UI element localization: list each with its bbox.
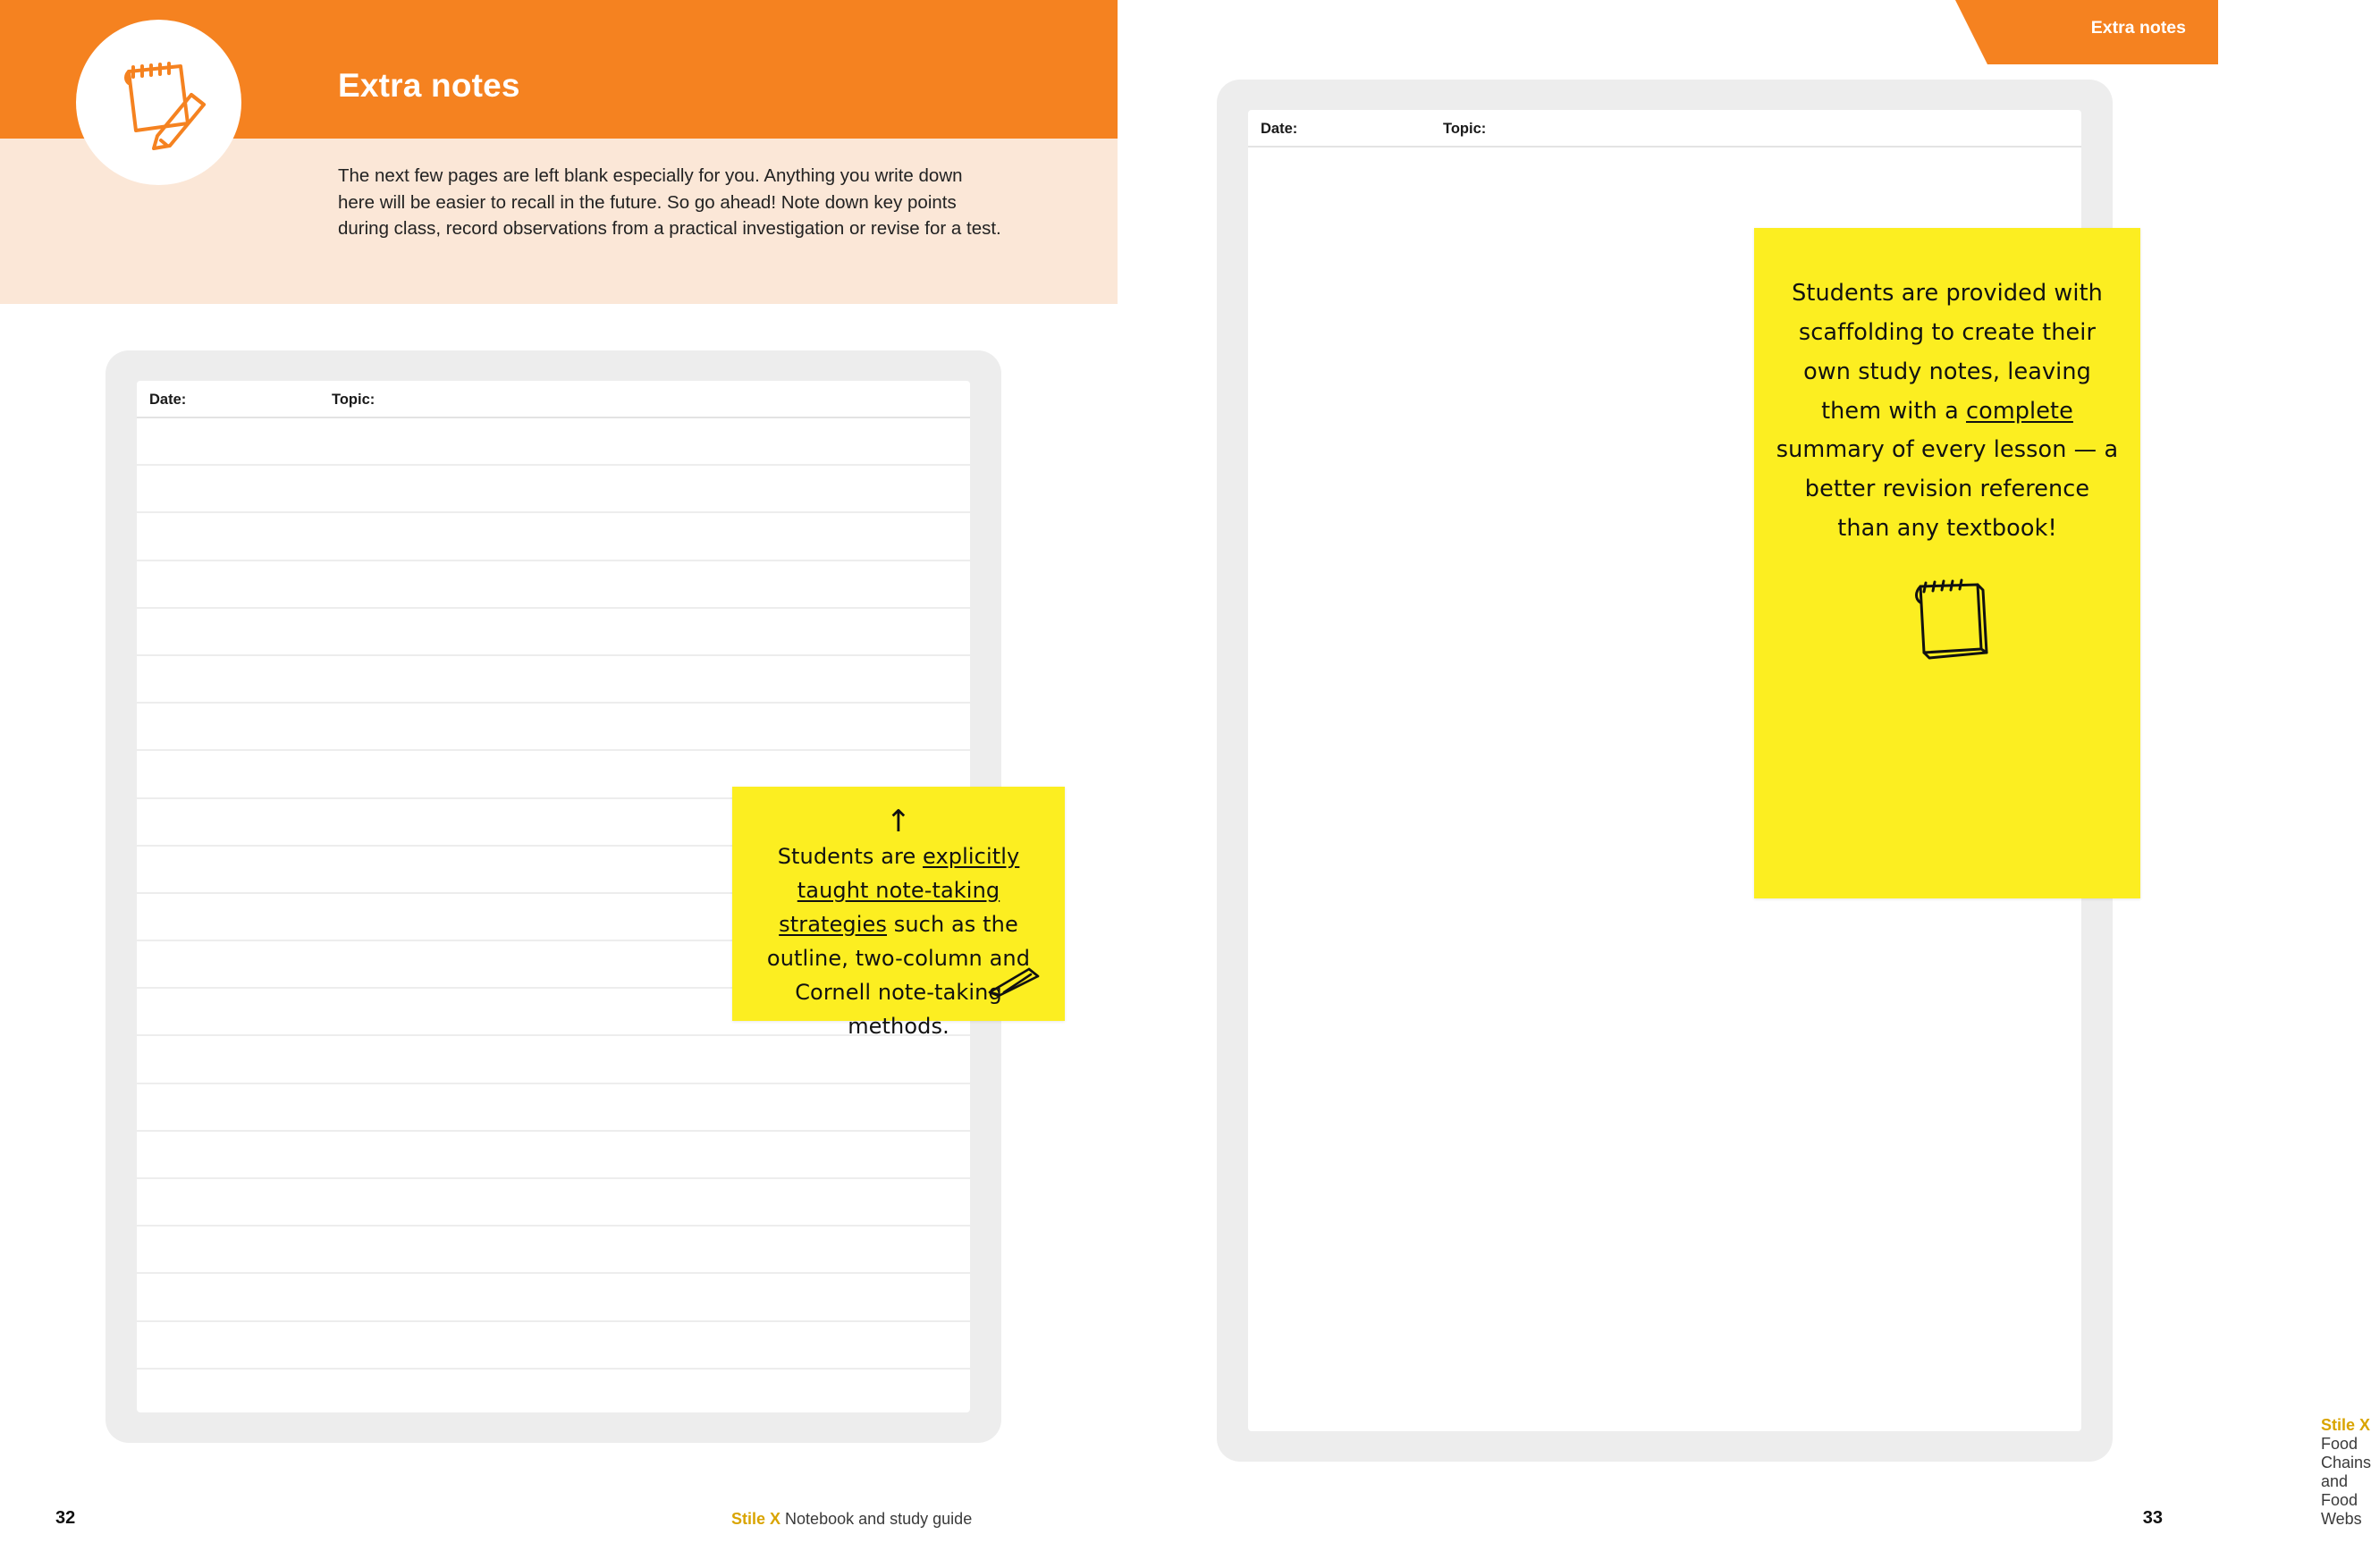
sticky-seg-plain-2: such as the outline, two-column and Cornell note-taking methods. xyxy=(766,911,1031,1039)
sticky-seg-underlined: explicitly taught note-taking strategies xyxy=(779,844,1020,937)
ruled-line xyxy=(137,561,970,609)
sticky-note-note-taking-strategies xyxy=(732,787,1065,1039)
footer-caption-left xyxy=(731,1510,972,1529)
corner-tab-label: Extra notes xyxy=(2090,18,2186,38)
date-label: Date: xyxy=(1261,121,1298,137)
ruled-line xyxy=(137,1227,970,1274)
note-meta-row-right xyxy=(1248,110,2081,148)
ruled-line xyxy=(137,513,970,561)
sticky-note-scaffolding-study-notes xyxy=(1754,228,2140,898)
ruled-line xyxy=(137,1084,970,1132)
section-corner-tab xyxy=(1987,0,2218,64)
sticky-seg-plain-2: summary of every lesson — a better revision reference than any textbook! xyxy=(1776,436,2119,543)
ruled-line xyxy=(137,1274,970,1321)
page-number-right: 33 xyxy=(2142,1508,2163,1528)
date-label: Date: xyxy=(149,392,187,408)
ruled-line xyxy=(137,609,970,656)
footer-text-left: Notebook and study guide xyxy=(785,1510,973,1528)
sticky-seg-underlined: complete xyxy=(1966,397,2073,425)
ruled-line xyxy=(137,704,970,751)
ruled-line xyxy=(137,1132,970,1179)
ruled-line xyxy=(137,466,970,513)
notebook-icon xyxy=(1776,576,2119,662)
topic-label: Topic: xyxy=(1443,121,1487,137)
brand-label-left: Stile X xyxy=(731,1510,781,1528)
notebook-pencil-badge xyxy=(76,20,241,185)
topic-label: Topic: xyxy=(332,392,375,408)
ruled-line xyxy=(137,1322,970,1370)
page-number-left: 32 xyxy=(55,1508,76,1528)
footer-text-right: Food Chains and Food Webs xyxy=(2321,1435,2371,1528)
up-arrow-icon: ↑ xyxy=(885,804,912,839)
ruled-line xyxy=(137,1179,970,1227)
sticky-note-text xyxy=(750,840,1047,1043)
ruled-line xyxy=(137,418,970,466)
ruled-line xyxy=(137,656,970,704)
section-intro-text: The next few pages are left blank especially for you. Anything you write down here will be easier to recall in the future. So go ahead! Note down key points during class, record observations from a practical investigation or revise for a test. xyxy=(338,165,1001,240)
sticky-seg-plain: Students are provided with scaffolding to create their own study notes, leaving them with a xyxy=(1792,280,2103,425)
sticky-seg-plain: Students are xyxy=(777,844,924,869)
page-title: Extra notes xyxy=(338,67,520,104)
left-page xyxy=(0,0,1109,1568)
footer-caption-right xyxy=(2321,1416,2371,1529)
notebook-pencil-icon xyxy=(105,54,213,152)
sticky-note-text xyxy=(1776,274,2119,549)
brand-label-right: Stile X xyxy=(2321,1416,2371,1434)
note-meta-row-left xyxy=(137,381,970,418)
pen-icon xyxy=(984,962,1045,1001)
